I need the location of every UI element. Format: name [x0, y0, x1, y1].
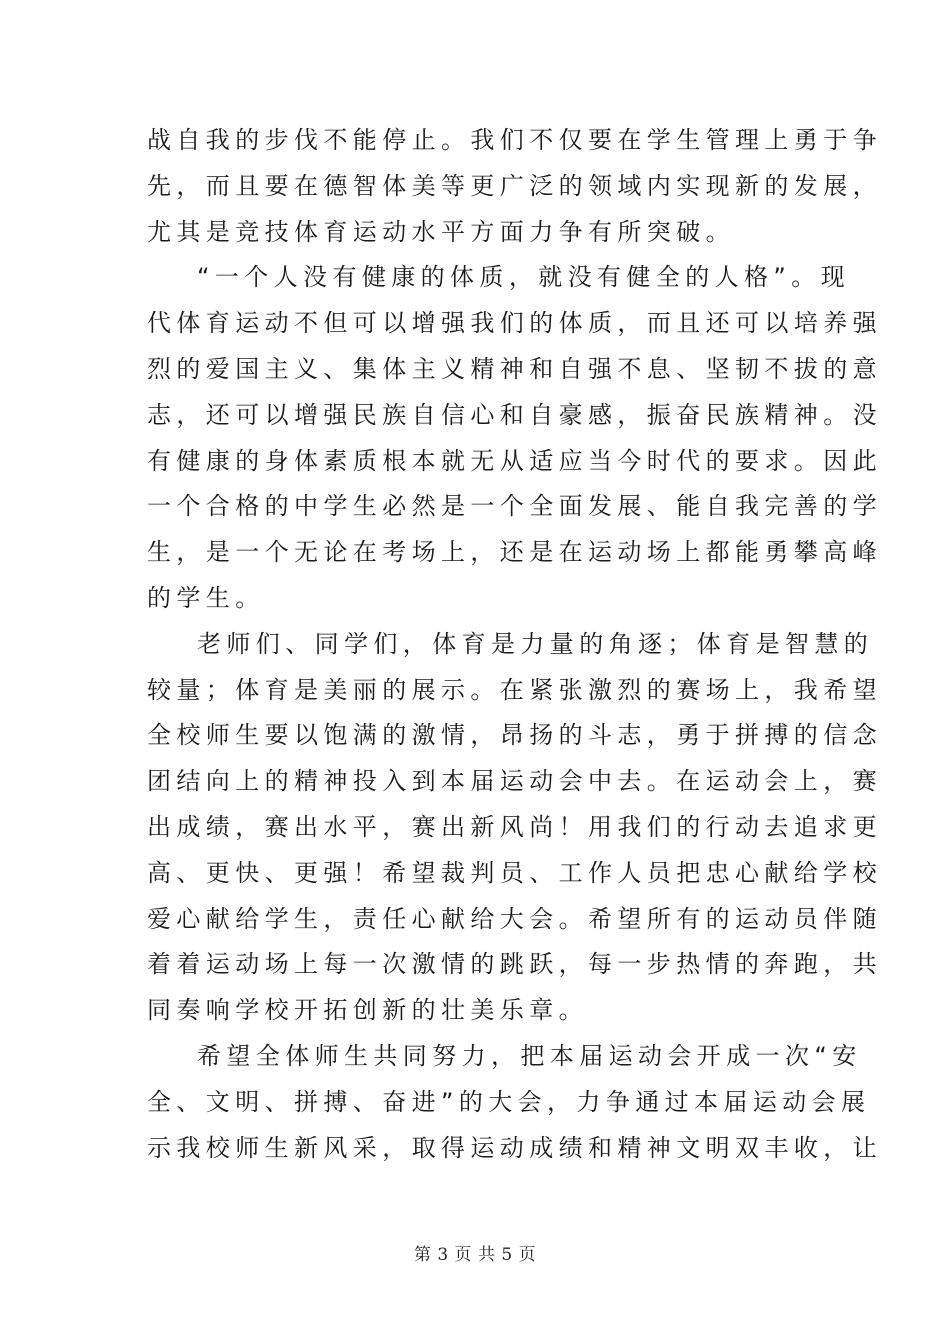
text-line: 生，是一个无论在考场上，还是在运动场上都能勇攀高峰 [147, 538, 882, 567]
text-line: 全校师生要以饱满的激情，昂扬的斗志，勇于拼搏的信念 [147, 721, 882, 750]
text-line: 全、文明、拼搏、奋进”的大会，力争通过本届运动会展 [147, 1087, 871, 1116]
text-line: 同奏响学校开拓创新的壮美乐章。 [147, 996, 588, 1025]
text-line: 着着运动场上每一次激情的跳跃，每一步热情的奔跑，共 [147, 950, 882, 979]
text-line: 代体育运动不但可以增强我们的体质，而且还可以培养强 [147, 309, 882, 338]
paragraph-first-line: 希望全体师生共同努力，把本届运动会开成一次“安 [197, 1041, 862, 1070]
text-line: 较量；体育是美丽的展示。在紧张激烈的赛场上，我希望 [147, 675, 882, 704]
paragraph-first-line: “一个人没有健康的体质，就没有健全的人格”。现 [197, 263, 851, 292]
text-line: 战自我的步伐不能停止。我们不仅要在学生管理上勇于争 [147, 126, 882, 154]
document-body [147, 118, 882, 1171]
paragraph-first-line: 老师们、同学们，体育是力量的角逐；体育是智慧的 [197, 629, 874, 658]
text-line: 团结向上的精神投入到本届运动会中去。在运动会上，赛 [147, 767, 882, 796]
text-line: 示我校师生新风采，取得运动成绩和精神文明双丰收，让 [147, 1133, 882, 1162]
page-number-footer: 第 3 页 共 5 页 [413, 1245, 537, 1265]
text-line: 先，而且要在德智体美等更广泛的领域内实现新的发展， [147, 171, 882, 200]
text-line: 出成绩，赛出水平，赛出新风尚！用我们的行动去追求更 [147, 812, 882, 841]
text-line: 有健康的身体素质根本就无从适应当今时代的要求。因此 [147, 446, 882, 475]
text-line: 尤其是竞技体育运动水平方面力争有所突破。 [147, 217, 735, 246]
text-line: 高、更快、更强！希望裁判员、工作人员把忠心献给学校 [147, 858, 882, 887]
text-line: 爱心献给学生，责任心献给大会。希望所有的运动员伴随 [147, 904, 882, 933]
text-line: 志，还可以增强民族自信心和自豪感，振奋民族精神。没 [147, 400, 882, 429]
text-line: 一个合格的中学生必然是一个全面发展、能自我完善的学 [147, 492, 882, 521]
text-line: 的学生。 [147, 583, 265, 612]
text-line: 烈的爱国主义、集体主义精神和自强不息、坚韧不拔的意 [147, 354, 882, 383]
